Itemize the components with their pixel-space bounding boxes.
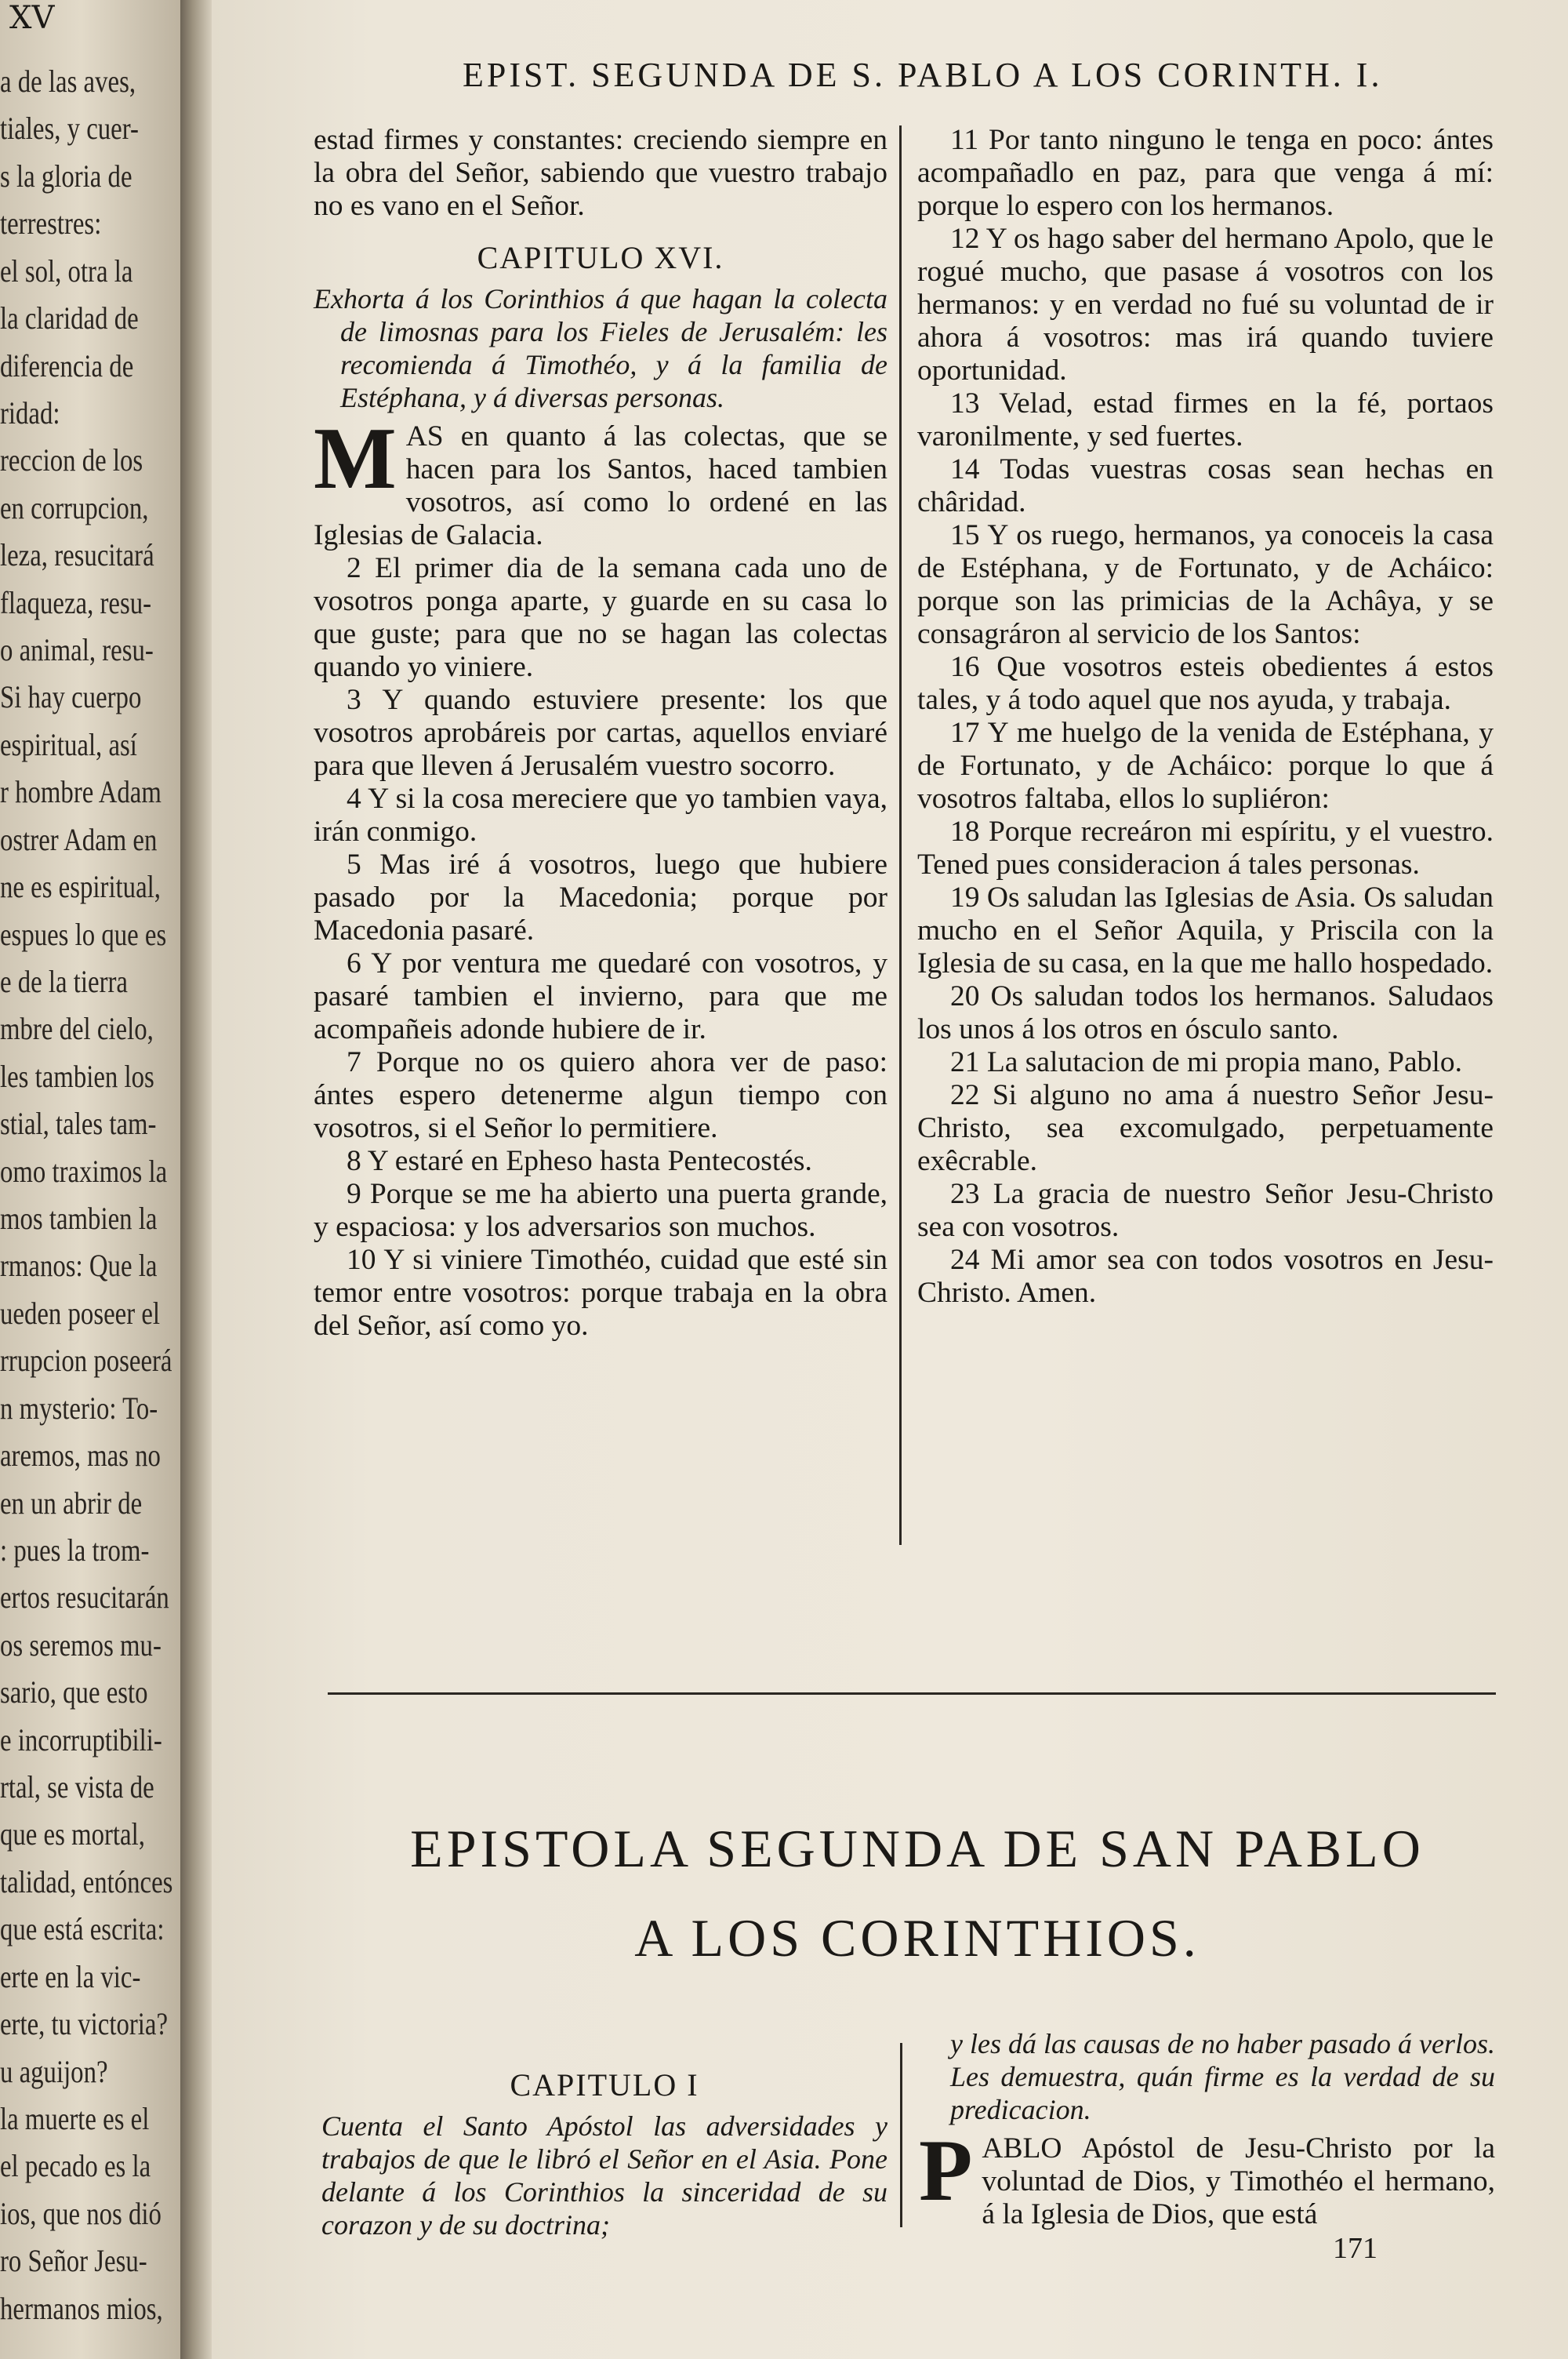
drop-cap-p: P — [919, 2122, 973, 2219]
previous-page-line: mbre del cielo, — [0, 1011, 154, 1047]
left-column — [314, 124, 887, 1343]
previous-page-line: ostrer Adam en — [0, 821, 158, 857]
previous-page-line: aremos, mas no — [0, 1438, 161, 1474]
previous-page-line: e incorruptibili- — [0, 1721, 162, 1757]
verse: 9 Porque se me ha abierto una puerta grande, y espaciosa: y los adversarios son muchos. — [314, 1178, 887, 1243]
previous-page-line: rrupcion poseerá — [0, 1343, 172, 1379]
previous-page-line: les tambien los — [0, 1058, 154, 1094]
verse: 18 Porque recreáron mi espíritu, y el vuestro. Tened pues consideracion á tales personas. — [917, 816, 1494, 881]
previous-page-line: rmanos: Que la — [0, 1248, 158, 1284]
continuation-text: estad firmes y constantes: creciendo siempre en la obra del Señor, sabiendo que vuestro trabajo no es vano en el Señor. — [314, 124, 887, 222]
verse: 21 La salutacion de mi propia mano, Pablo. — [950, 1046, 1462, 1078]
verse-1 — [314, 410, 887, 552]
previous-page-line: n mysterio: To- — [0, 1390, 158, 1426]
new-chapter-summary-right: y les dá las causas de no haber pasado á verlos. Les demuestra, quán firme es la verdad de su predicacion. — [950, 2028, 1495, 2125]
previous-page-line: que está escrita: — [0, 1911, 165, 1947]
page-number: 171 — [1333, 2232, 1377, 2265]
verse: 17 Y me huelgo de la venida de Estéphana, y de Fortunato, y de Acháico: porque lo que á vosotros faltaba, ellos lo supliéron: — [917, 717, 1494, 815]
previous-page-line: erte, tu victoria? — [0, 2006, 169, 2042]
verse: 16 Que vosotros esteis obedientes á estos tales, y á todo aquel que nos ayuda, y trabaja. — [917, 651, 1494, 716]
previous-page-line: o animal, resu- — [0, 632, 154, 667]
previous-page-line: ne es espiritual, — [0, 869, 161, 905]
chapter-heading: CAPITULO XVI. — [477, 240, 724, 275]
previous-page-line: la muerte es el — [0, 2100, 150, 2136]
previous-page-line: diferencia de — [0, 347, 134, 383]
verse: 23 La gracia de nuestro Señor Jesu-Christo sea con vosotros. — [917, 1178, 1494, 1243]
previous-page-line: en corrupcion, — [0, 489, 149, 525]
previous-page-line: talidad, entónces — [0, 1863, 173, 1899]
previous-page-line: sario, que esto — [0, 1674, 148, 1710]
previous-page-line: el sol, otra la — [0, 253, 133, 289]
previous-page-line: rtal, se vista de — [0, 1769, 154, 1805]
previous-page-line: flaqueza, resu- — [0, 584, 152, 620]
new-chapter-verse-1-text: ABLO Apóstol de Jesu-Christo por la voluntad de Dios, y Timothéo el hermano, á la Iglesia de Dios, que está — [982, 2132, 1495, 2230]
previous-page-number: XV — [9, 0, 55, 36]
previous-page-line: tiales, y cuer- — [0, 111, 139, 147]
previous-page-line: ro Señor Jesu- — [0, 2243, 147, 2279]
verse: 4 Y si la cosa mereciere que yo tambien vaya, irán conmigo. — [314, 783, 887, 848]
previous-page-line: ueden poseer el — [0, 1295, 161, 1331]
verse: 20 Os saludan todos los hermanos. Saludaos los unos á los otros en ósculo santo. — [917, 980, 1494, 1045]
previous-page-line: os seremos mu- — [0, 1627, 162, 1663]
previous-page-line: espues lo que es — [0, 916, 167, 952]
previous-page-edge — [0, 0, 180, 2359]
right-column — [917, 124, 1494, 1310]
new-chapter-verse-1 — [919, 2122, 1495, 2231]
main-page — [212, 0, 1568, 2359]
book-title-line-2: A LOS CORINTHIOS. — [634, 1908, 1200, 1968]
verse: 3 Y quando estuviere presente: los que vosotros aprobáreis por cartas, aquellos enviaré para que lleven á Jerusalém vuestro socorro. — [314, 684, 887, 782]
running-head: EPIST. SEGUNDA DE S. PABLO A LOS CORINTH. I. — [463, 56, 1383, 94]
verse: 10 Y si viniere Timothéo, cuidad que esté sin temor entre vosotros: porque trabaja en la obra del Señor, así como yo. — [314, 1244, 887, 1342]
verse: 13 Velad, estad firmes en la fé, portaos varonilmente, y sed fuertes. — [917, 387, 1494, 453]
previous-page-line: Si hay cuerpo — [0, 679, 142, 715]
column-rule-lower — [900, 2043, 902, 2227]
previous-page-line: ios, que nos dió — [0, 2195, 162, 2231]
previous-page-line: mos tambien la — [0, 1201, 158, 1236]
previous-page-line: terrestres: — [0, 205, 102, 242]
previous-page-line: omo traximos la — [0, 1153, 168, 1189]
previous-page-line: hermanos mios, — [0, 2290, 163, 2326]
previous-page-line: stial, tales tam- — [0, 1106, 157, 1142]
verse: 12 Y os hago saber del hermano Apolo, que le rogué mucho, que pasase á vosotros con los hermanos: y en verdad no fué su voluntad de ir ahora á vosotros: mas irá quando tuviere oportunidad. — [917, 223, 1494, 387]
new-chapter-heading: CAPITULO I — [510, 2067, 699, 2103]
verse: 14 Todas vuestras cosas sean hechas en châridad. — [917, 453, 1494, 518]
new-chapter-summary-left: Cuenta el Santo Apóstol las adversidades y trabajos de que le libró el Señor en el Asia. Pone delante á los Corinthios la sinceridad de su corazon y de su doctrina; — [321, 2110, 887, 2241]
previous-page-line: reccion de los — [0, 442, 143, 478]
chapter-summary: Exhorta á los Corinthios á que hagan la colecta de limosnas para los Fieles de Jerusalém: les recomienda á Timothéo, y á la familia de Estéphana, y á diversas personas. — [314, 283, 887, 413]
previous-page-line: la claridad de — [0, 300, 139, 336]
previous-page-line: : pues la trom- — [0, 1532, 150, 1568]
verse: 7 Porque no os quiero ahora ver de paso: ántes espero detenerme algun tiempo con vosotros, si el Señor lo permitiere. — [314, 1046, 887, 1144]
verse: 5 Mas iré á vosotros, luego que hubiere pasado por la Macedonia; porque por Macedonia pasaré. — [314, 849, 887, 947]
previous-page-line: s la gloria de — [0, 158, 132, 194]
book-gutter — [180, 0, 212, 2359]
verse: 24 Mi amor sea con todos vosotros en Jesu-Christo. Amen. — [917, 1244, 1494, 1309]
previous-page-line: el pecado es la — [0, 2148, 151, 2184]
previous-page-line: u aguijon? — [0, 2053, 108, 2089]
verse-1-text: AS en quanto á las colectas, que se hacen para los Santos, haced tambien vosotros, así como lo ordené en las Iglesias de Galacia. — [314, 420, 887, 551]
previous-page-line: ertos resucitarán — [0, 1579, 169, 1616]
previous-page-line: espiritual, así — [0, 726, 137, 762]
previous-page-line: en un abrir de — [0, 1485, 143, 1521]
previous-page-line: a de las aves, — [0, 64, 136, 99]
verse: 6 Y por ventura me quedaré con vosotros, y pasaré tambien el invierno, para que me acompañeis adonde hubiere de ir. — [314, 947, 887, 1045]
verse: 19 Os saludan las Iglesias de Asia. Os saludan mucho en el Señor Aquila, y Priscila con la Iglesia de su casa, en la que me hallo hospedado. — [917, 881, 1494, 980]
previous-page-line: r hombre Adam — [0, 774, 162, 810]
verse: 15 Y os ruego, hermanos, ya conoceis la casa de Estéphana, y de Fortunato, y de Acháico: porque son las primicias de la Achâya, y se consagráron al servicio de los Santos: — [917, 519, 1494, 650]
verse: 2 El primer dia de la semana cada uno de vosotros ponga aparte, y guarde en su casa lo que guste; para que no se hagan las colectas quando yo viniere. — [314, 552, 887, 683]
new-chapter-right-column — [919, 2027, 1495, 2231]
drop-cap: M — [314, 410, 397, 507]
previous-page-line: e de la tierra — [0, 963, 128, 999]
column-rule — [899, 125, 902, 1545]
previous-page-line: leza, resucitará — [0, 537, 154, 573]
section-divider — [328, 1692, 1496, 1695]
verse: 8 Y estaré en Epheso hasta Pentecostés. — [347, 1145, 812, 1177]
verse: 11 Por tanto ninguno le tenga en poco: ántes acompañadlo en paz, para que venga á mí: porque lo espero con los hermanos. — [917, 124, 1494, 222]
previous-page-line: que es mortal, — [0, 1816, 145, 1852]
previous-page-line: erte en la vic- — [0, 1958, 141, 1994]
verse: 22 Si alguno no ama á nuestro Señor Jesu-Christo, sea excomulgado, perpetuamente exêcrable. — [917, 1079, 1494, 1177]
new-chapter-left-column — [321, 2055, 887, 2241]
book-title-line-1: EPISTOLA SEGUNDA DE SAN PABLO — [410, 1819, 1425, 1878]
previous-page-line: ridad: — [0, 394, 60, 431]
